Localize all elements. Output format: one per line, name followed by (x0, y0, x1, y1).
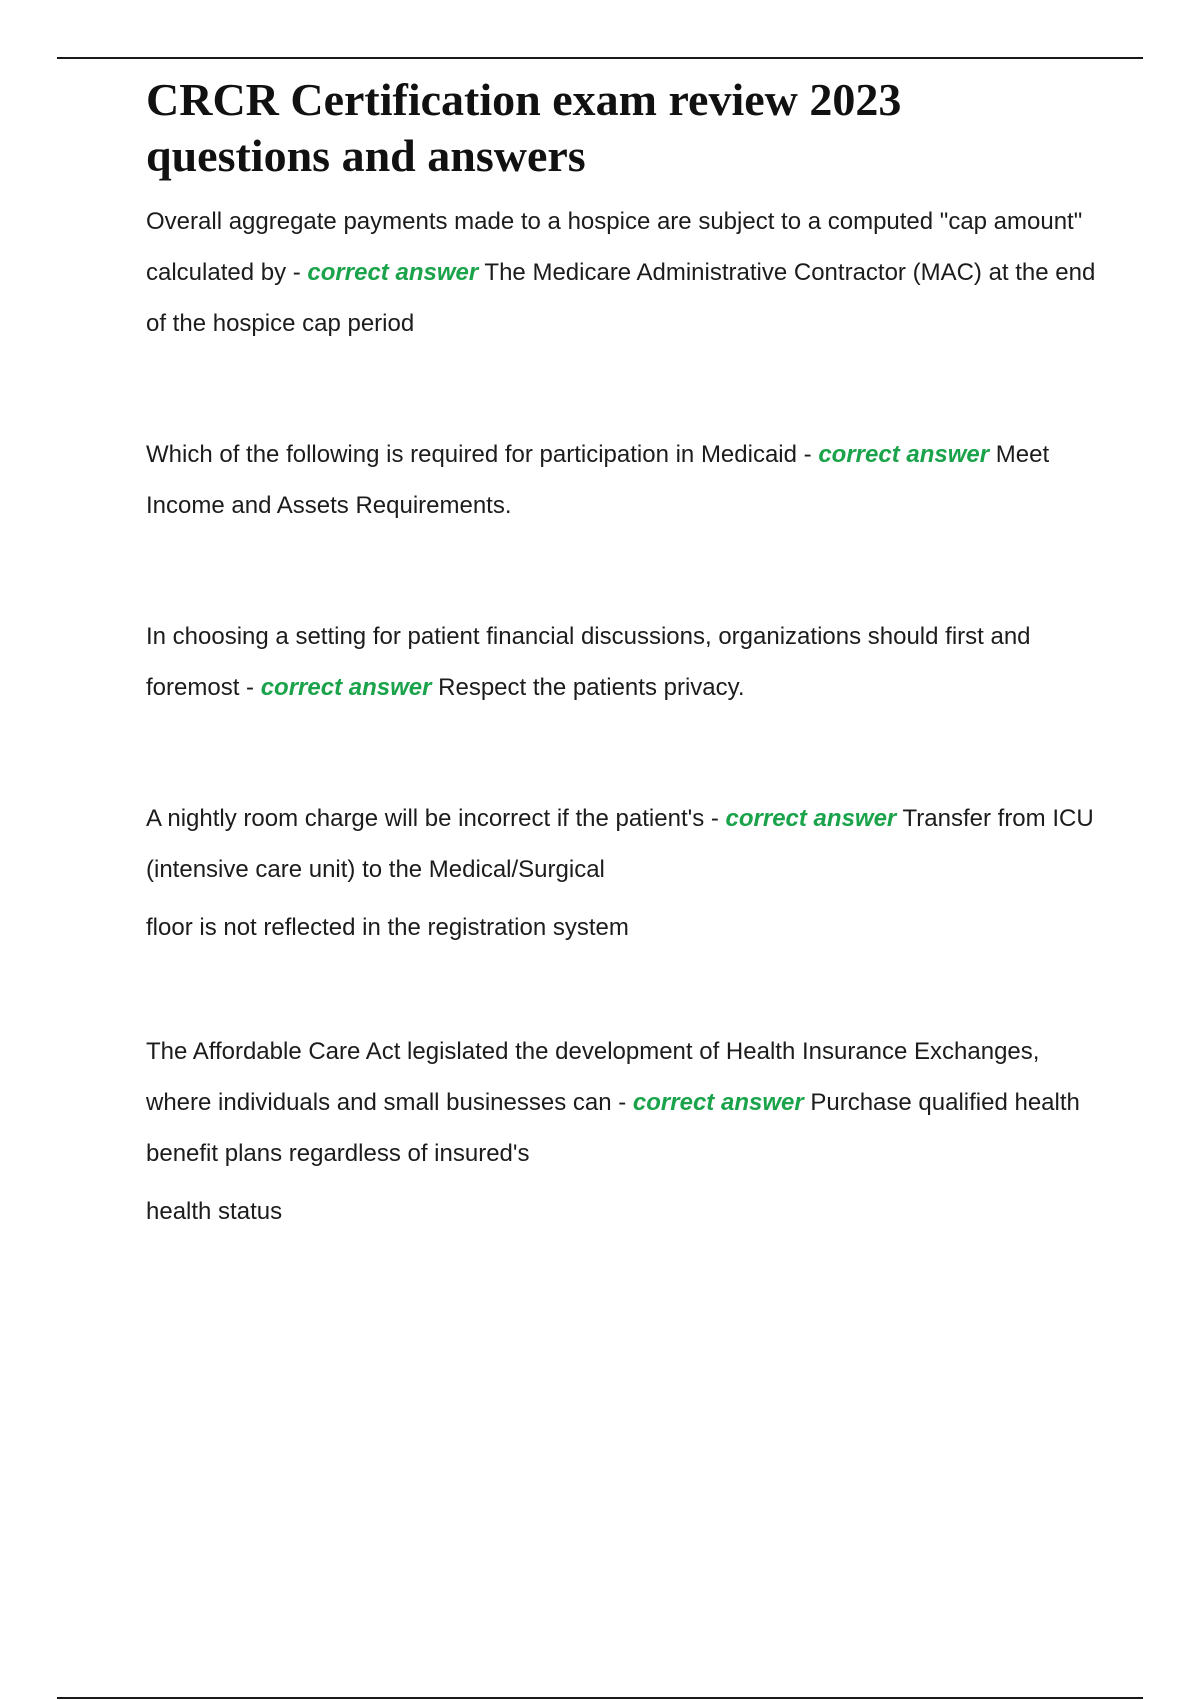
answer-continuation: floor is not reflected in the registration system (146, 914, 629, 941)
answer-text: The Medicare Administrative Contractor (MAC) at the end of the hospice cap period (146, 259, 1096, 337)
answer-text: Meet Income and Assets Requirements. (146, 441, 1050, 519)
correct-answer-marker: correct answer (818, 441, 990, 468)
qa-text (146, 429, 1096, 531)
question-text: A nightly room charge will be incorrect if the patient's - (146, 805, 726, 832)
correct-answer-marker: correct answer (725, 805, 897, 832)
qa-item-5 (146, 1026, 1096, 1230)
correct-answer-marker: correct answer (307, 259, 479, 286)
answer-continuation: health status (146, 1198, 283, 1225)
qa-text (146, 793, 1096, 895)
question-text: Which of the following is required for participation in Medicaid - (146, 441, 819, 468)
document-body (146, 72, 1096, 1230)
answer-text: Purchase qualified health benefit plans regardless of insured's (146, 1089, 1080, 1167)
qa-item-1 (146, 196, 1096, 349)
correct-answer-marker: correct answer (632, 1089, 804, 1116)
top-rule (57, 57, 1143, 59)
bottom-rule (57, 1697, 1143, 1699)
qa-text (146, 196, 1096, 349)
qa-text (146, 611, 1096, 713)
answer-text: Respect the patients privacy. (431, 674, 745, 701)
document-title: CRCR Certification exam review 2023 questions and answers (146, 74, 902, 181)
question-text: The Affordable Care Act legislated the development of Health Insurance Exchanges, where individuals and small businesses can - (146, 1038, 1040, 1116)
correct-answer-marker: correct answer (260, 674, 432, 701)
question-text: In choosing a setting for patient financial discussions, organizations should first and foremost - (146, 623, 1031, 701)
qa-item-2 (146, 429, 1096, 531)
qa-text (146, 1026, 1096, 1179)
answer-text: Transfer from ICU (intensive care unit) to the Medical/Surgical (146, 805, 1094, 883)
qa-item-4 (146, 793, 1096, 946)
question-text: Overall aggregate payments made to a hospice are subject to a computed "cap amount" calculated by - (146, 208, 1083, 286)
qa-item-3 (146, 611, 1096, 713)
